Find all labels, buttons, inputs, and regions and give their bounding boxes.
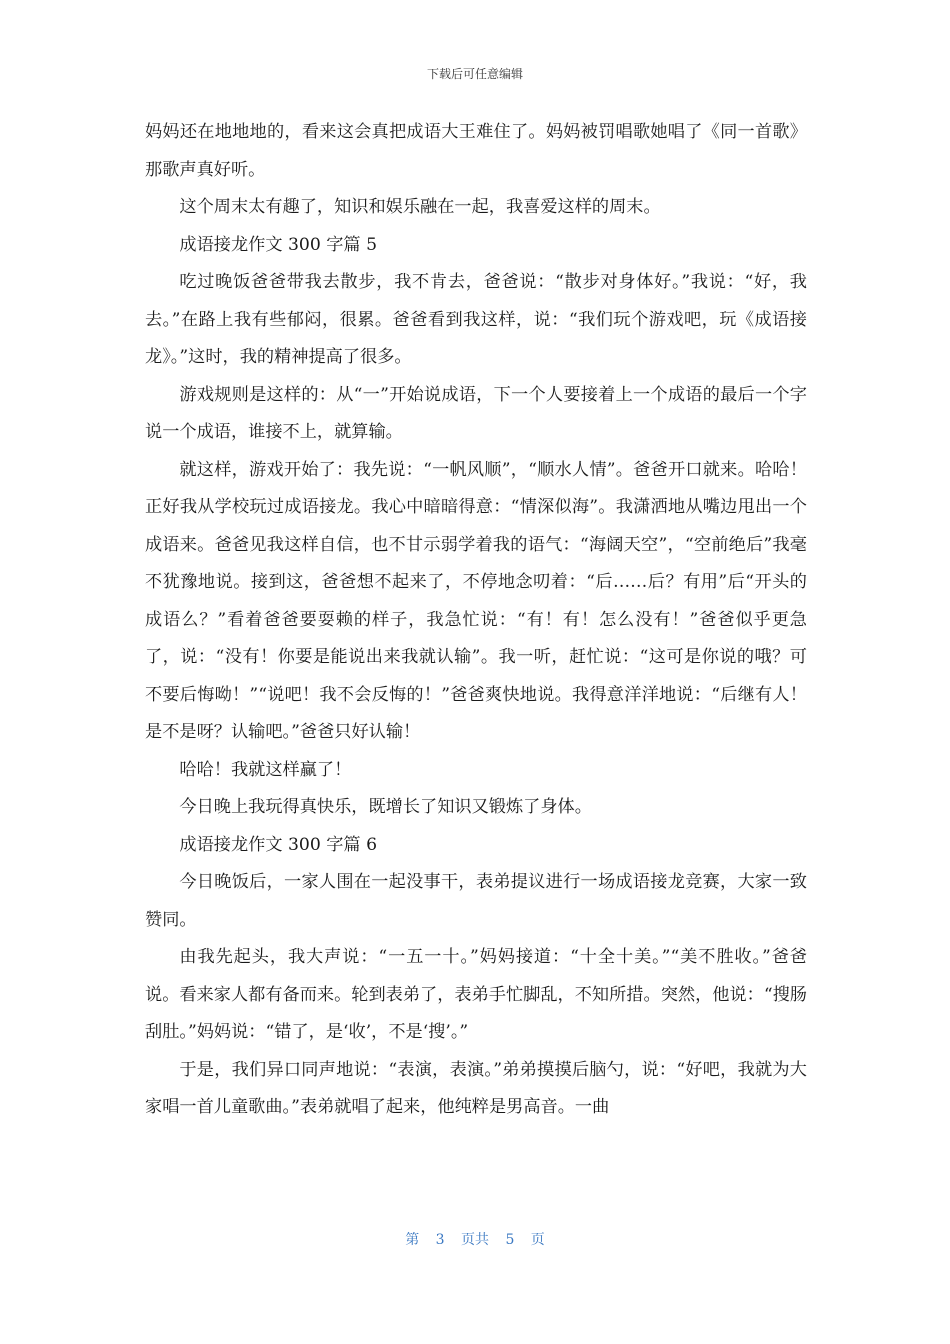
- paragraph: 就这样，游戏开始了：我先说：“一帆风顺”，“顺水人情”。爸爸开口就来。哈哈！正好我从学校玩过成语接龙。我心中暗暗得意：“情深似海”。我潇洒地从嘴边甩出一个成语来。爸爸见我这样自信，也不甘示弱学着我的语气：“海阔天空”，“空前绝后”我毫不犹豫地说。接到这，爸爸想不起来了，不停地念叨着：“后……后？有用”后“开头的成语么？”看着爸爸要耍赖的样子，我急忙说：“有！有！怎么没有！”爸爸似乎更急了，说：“没有！你要是能说出来我就认输”。我一听，赶忙说：“这可是你说的哦？可不要后悔呦！”“说吧！我不会反悔的！”爸爸爽快地说。我得意洋洋地说：“后继有人！是不是呀？认输吧。”爸爸只好认输！: [145, 459, 807, 742]
- section-heading: 成语接龙作文 300 字篇 5: [179, 234, 378, 255]
- paragraph: 今日晚饭后，一家人围在一起没事干，表弟提议进行一场成语接龙竞赛，大家一致赞同。: [145, 872, 807, 930]
- page-number: 第 3 页共 5 页: [405, 1232, 545, 1248]
- paragraph: 游戏规则是这样的：从“一”开始说成语，下一个人要接着上一个成语的最后一个字说一个成语，谁接不上，就算输。: [145, 384, 807, 442]
- paragraph: 妈妈还在地地地的，看来这会真把成语大王难住了。妈妈被罚唱歌她唱了《同一首歌》那歌声真好听。: [145, 122, 807, 180]
- paragraph: 今日晚上我玩得真快乐，既增长了知识又锻炼了身体。: [179, 797, 592, 817]
- document-body: [145, 114, 807, 1127]
- paragraph: 这个周末太有趣了，知识和娱乐融在一起，我喜爱这样的周末。: [179, 197, 661, 217]
- paragraph: 由我先起头，我大声说：“一五一十。”妈妈接道：“十全十美。”“美不胜收。”爸爸说。看来家人都有备而来。轮到表弟了，表弟手忙脚乱，不知所措。突然，他说：“搜肠刮肚。”妈妈说：“错了，是‘收’，不是‘搜’。”: [145, 947, 807, 1042]
- paragraph: 于是，我们异口同声地说：“表演，表演。”弟弟摸摸后脑勺，说：“好吧，我就为大家唱一首儿童歌曲。”表弟就唱了起来，他纯粹是男高音。一曲: [145, 1059, 807, 1117]
- paragraph: 哈哈！我就这样赢了！: [179, 759, 352, 780]
- page-header: 下载后可任意编辑: [426, 67, 523, 81]
- section-heading: 成语接龙作文 300 字篇 6: [179, 834, 378, 855]
- paragraph: 吃过晚饭爸爸带我去散步，我不肯去，爸爸说：“散步对身体好。”我说：“好，我去。”在路上我有些郁闷，很累。爸爸看到我这样，说：“我们玩个游戏吧，玩《成语接龙》。”这时，我的精神提高了很多。: [145, 272, 807, 367]
